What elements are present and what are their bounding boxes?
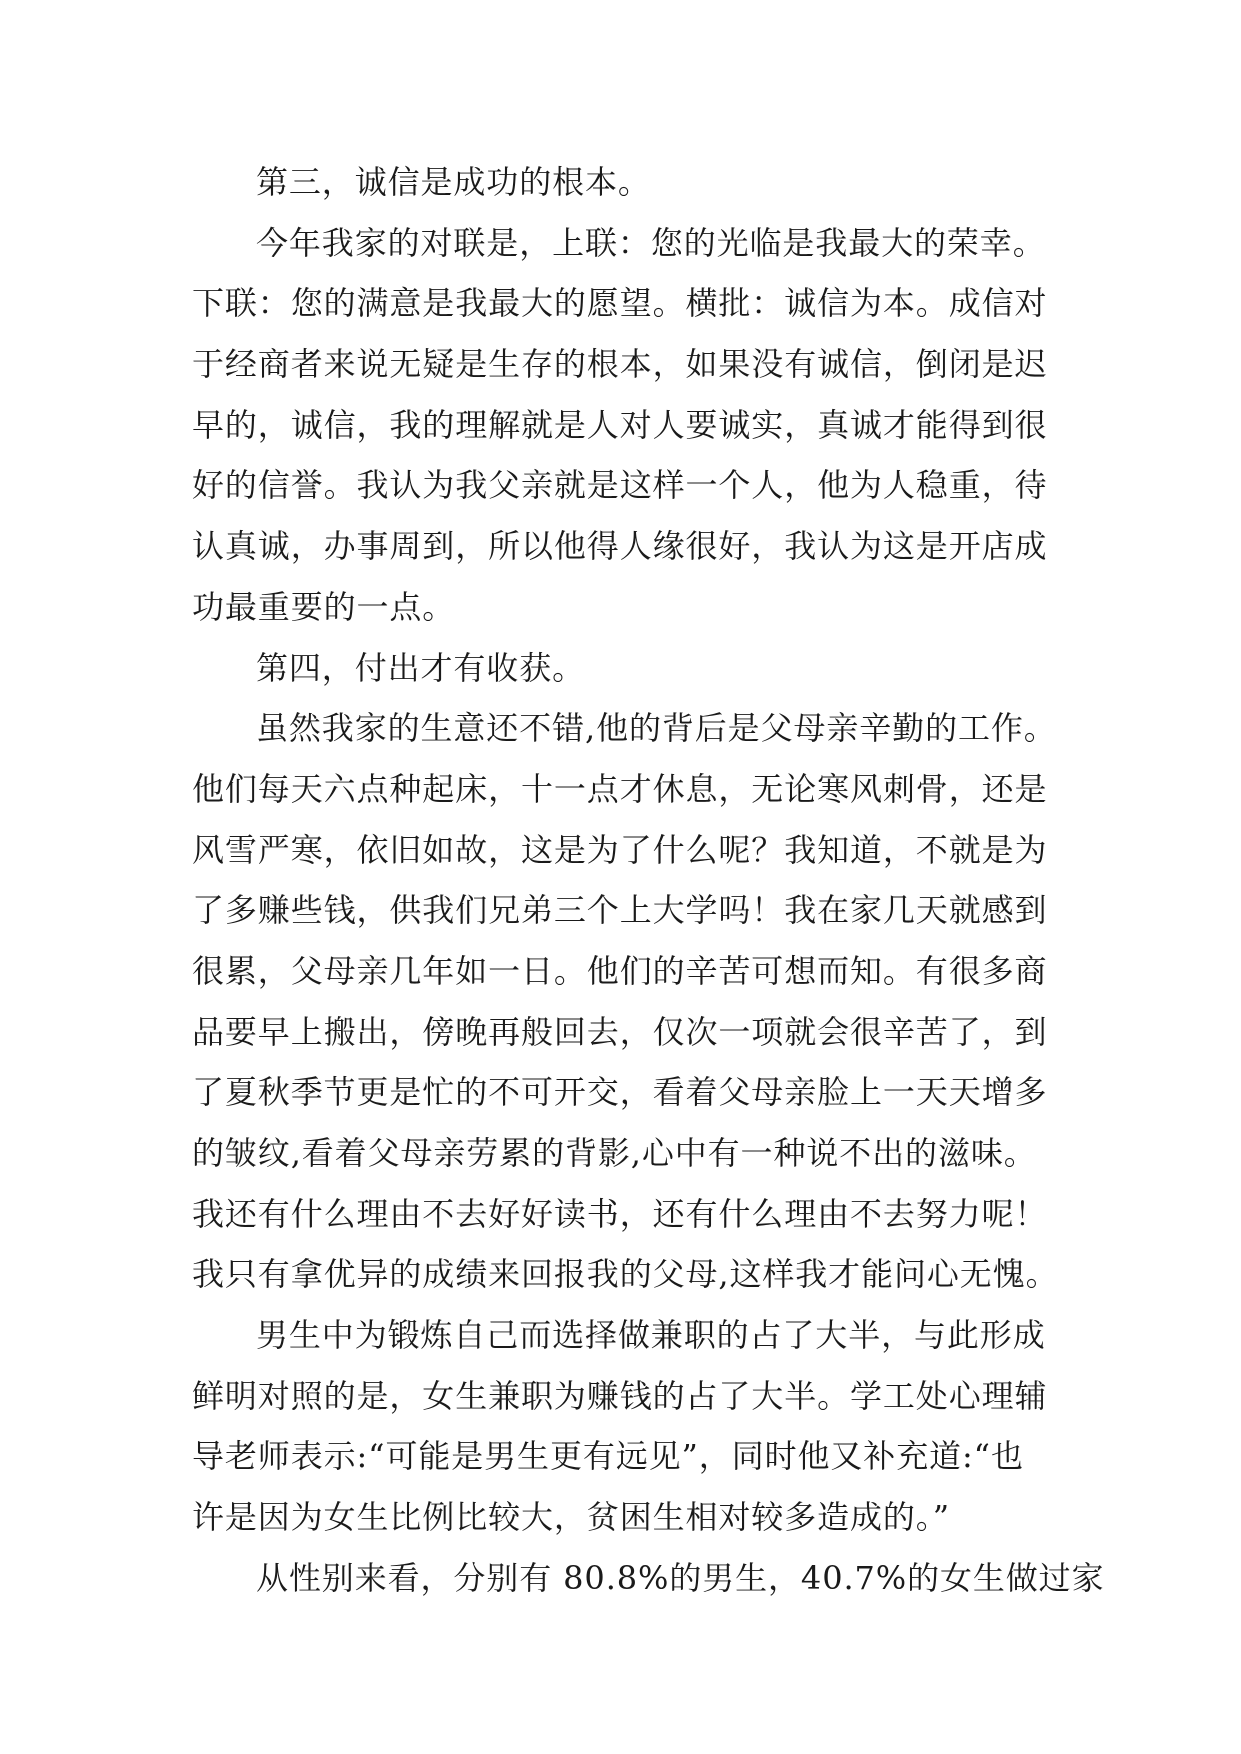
paragraph-line: 功最重要的一点。 [192, 587, 456, 626]
paragraph-line: 认真诚，办事周到，所以他得人缘很好，我认为这是开店成 [192, 527, 1048, 566]
paragraph-line: 鲜明对照的是，女生兼职为赚钱的占了大半。学工处心理辅 [192, 1376, 1048, 1415]
paragraph-line: 早的，诚信，我的理解就是人对人要诚实，真诚才能得到很 [192, 405, 1048, 444]
paragraph-line: 了夏秋季节更是忙的不可开交，看着父母亲脸上一天天增多 [192, 1073, 1048, 1112]
paragraph-line: 许是因为女生比例比较大，贫困生相对较多造成的。” [192, 1498, 950, 1537]
paragraph-line: 下联：您的满意是我最大的愿望。横批：诚信为本。成信对 [192, 284, 1048, 323]
document-body [192, 152, 1105, 1609]
paragraph-first-line: 今年我家的对联是，上联：您的光临是我最大的荣幸。 [256, 223, 1046, 262]
paragraph-line: 他们每天六点种起床，十一点才休息，无论寒风刺骨，还是 [192, 769, 1048, 808]
paragraph-line: 好的信誉。我认为我父亲就是这样一个人，他为人稳重，待 [192, 466, 1048, 505]
paragraph-first-line: 第四，付出才有收获。 [256, 648, 586, 687]
paragraph-line: 的皱纹,看着父母亲劳累的背影,心中有一种说不出的滋味。 [192, 1134, 1037, 1172]
paragraph-first-line: 从性别来看，分别有 80.8%的男生，40.7%的女生做过家 [256, 1558, 1105, 1597]
paragraph-first-line: 第三，诚信是成功的根本。 [256, 163, 651, 201]
paragraph-line: 风雪严寒，依旧如故，这是为了什么呢？我知道，不就是为 [192, 830, 1048, 869]
paragraph-line: 我只有拿优异的成绩来回报我的父母,这样我才能问心无愧。 [192, 1255, 1059, 1294]
paragraph-line: 于经商者来说无疑是生存的根本，如果没有诚信，倒闭是迟 [192, 345, 1048, 384]
paragraph-line: 了多赚些钱，供我们兄弟三个上大学吗！我在家几天就感到 [192, 891, 1048, 930]
paragraph-line: 品要早上搬出，傍晚再般回去，仅次一项就会很辛苦了，到 [192, 1012, 1048, 1051]
paragraph-first-line: 男生中为锻炼自己而选择做兼职的占了大半，与此形成 [256, 1316, 1046, 1355]
paragraph-line: 很累，父母亲几年如一日。他们的辛苦可想而知。有很多商 [192, 951, 1048, 990]
paragraph-first-line: 虽然我家的生意还不错,他的背后是父母亲辛勤的工作。 [256, 709, 1057, 748]
paragraph-line: 我还有什么理由不去好好读书，还有什么理由不去努力呢！ [192, 1194, 1048, 1233]
paragraph-line: 导老师表示:“可能是男生更有远见”，同时他又补充道:“也 [192, 1437, 1024, 1476]
